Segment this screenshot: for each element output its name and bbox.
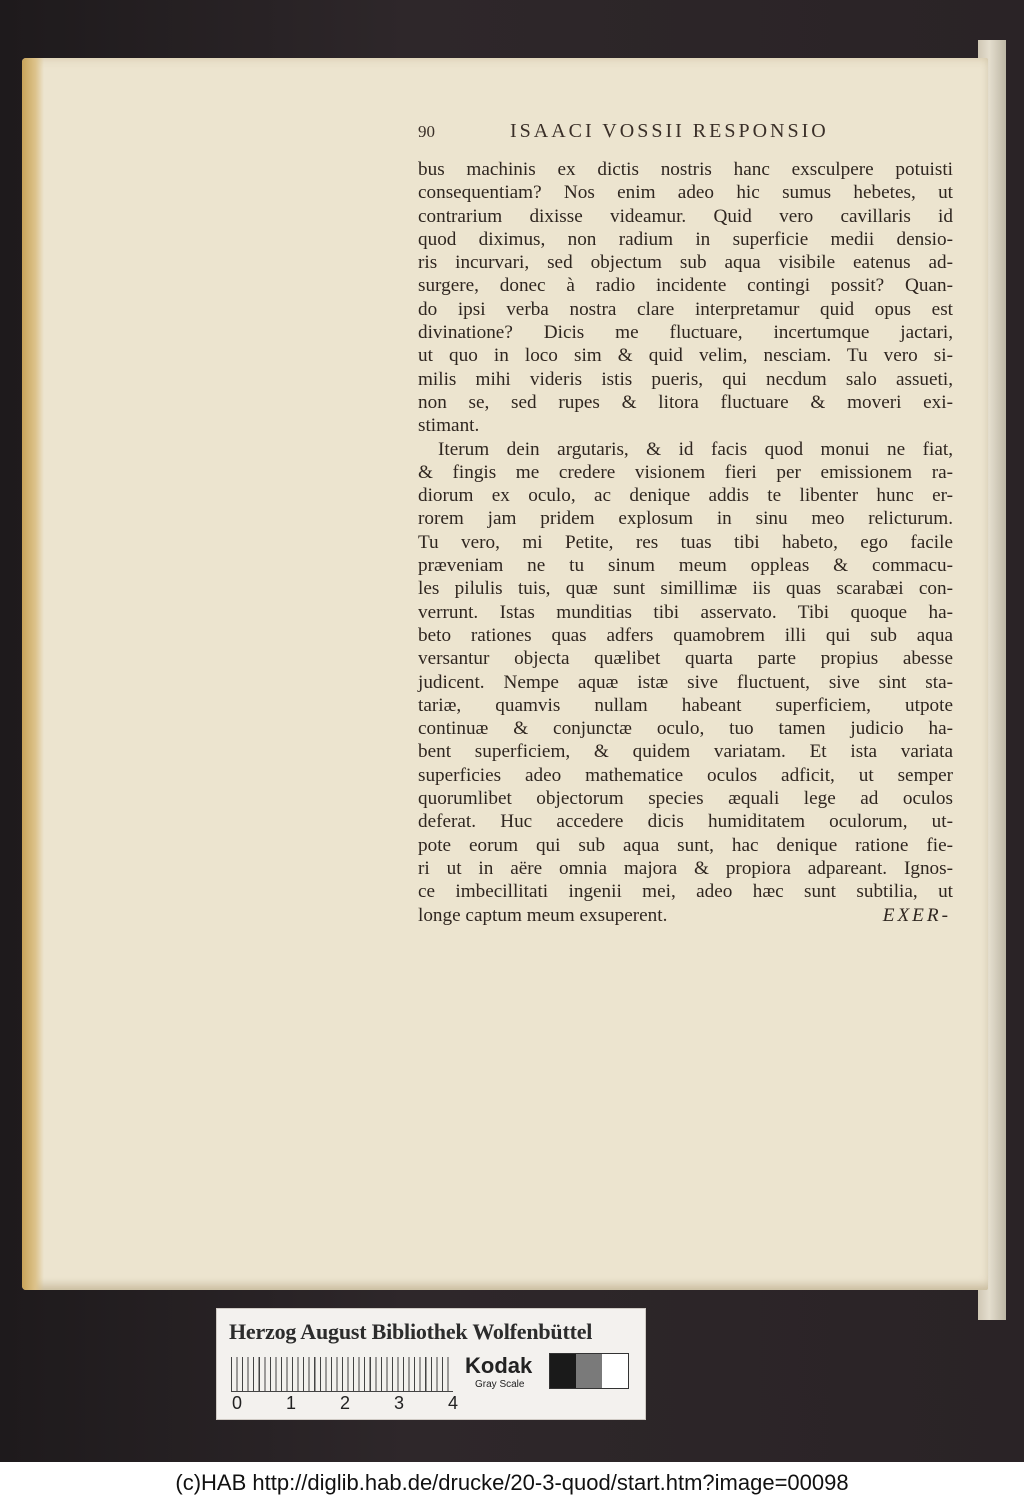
text-line: pote eorum qui sub aqua sunt, hac denique ratione fie- xyxy=(418,834,953,856)
catchword: EXER- xyxy=(882,904,951,926)
text-line: milis mihi videris istis pueris, qui necdum salo assueti, xyxy=(418,368,953,390)
page-gutter-shade xyxy=(22,58,44,1290)
text-line: do ipsi verba nostra clare interpretamur quid opus est xyxy=(418,298,953,320)
text-line: quorumlibet objectorum species æquali lege ad oculos xyxy=(418,788,953,810)
text-line: judicent. Nempe aquæ istæ sive fluctuent, sive sint sta- xyxy=(418,671,953,693)
ruler-baseline xyxy=(231,1391,453,1392)
library-label-card xyxy=(216,1308,646,1420)
page-header xyxy=(418,120,953,148)
text-line: bus machinis ex dictis nostris hanc exsculpere potuisti xyxy=(418,159,953,180)
measurement-ruler xyxy=(231,1357,453,1391)
ruler-number: 1 xyxy=(285,1393,296,1413)
ruler-number: 2 xyxy=(339,1393,350,1413)
ruler-number: 0 xyxy=(231,1393,242,1413)
page-number: 90 xyxy=(418,122,435,141)
text-line: ce imbecillitati ingenii mei, adeo hæc sunt subtilia, ut xyxy=(418,881,953,903)
text-line: ris incurvari, sed objectum sub aqua visibile eatenus ad- xyxy=(418,252,953,274)
text-line: superficies adeo mathematice oculos adficit, ut semper xyxy=(418,764,953,786)
text-line: ri ut in aëre omnia majora & propiora adpareant. Ignos- xyxy=(418,857,953,879)
text-line: les pilulis tuis, quæ sunt simillimæ iis quas scarabæi con- xyxy=(418,578,953,600)
text-line: surgere, donec à radio incidente contingi possit? Quan- xyxy=(418,275,953,297)
text-line: longe captum meum exsuperent. xyxy=(418,904,668,926)
library-title: Herzog August Bibliothek Wolfenbüttel xyxy=(229,1319,593,1344)
text-line: consequentiam? Nos enim adeo hic sumus hebetes, ut xyxy=(418,182,953,204)
text-line: rorem jam pridem explosum in sinu meo relicturum. xyxy=(418,508,953,530)
text-line: bent superficiem, & quidem variatam. Et ista variata xyxy=(418,741,953,763)
text-line: contrarium dixisse videamur. Quid vero cavillaris id xyxy=(418,205,953,227)
body-text xyxy=(418,158,953,927)
final-line xyxy=(418,904,953,927)
text-line: quod diximus, non radium in superficie medii densio- xyxy=(418,228,953,250)
kodak-gray-scale-label: Gray Scale xyxy=(475,1379,525,1390)
text-line: versantur objecta quælibet quarta parte propius abesse xyxy=(418,648,953,670)
text-line: Tu vero, mi Petite, res tuas tibi habeto, ego facile xyxy=(418,531,953,553)
text-line: divinatione? Dicis me fluctuare, incertumque jactari, xyxy=(418,322,953,344)
text-line: & fingis me credere visionem fieri per emissionem ra- xyxy=(418,461,953,483)
running-head: ISAACI VOSSII RESPONSIO xyxy=(510,120,829,142)
kodak-logo: Kodak xyxy=(465,1353,533,1378)
text-line: beto rationes quas adfers quamobrem illi qui sub aqua xyxy=(418,624,953,646)
text-line: præveniam ne tu sinum meum oppleas & commacu- xyxy=(418,555,953,577)
gray-swatch xyxy=(576,1354,602,1388)
ruler-numbers xyxy=(225,1393,465,1414)
text-line: Iterum dein argutaris, & id facis quod monui ne fiat, xyxy=(438,438,953,460)
text-line: deferat. Huc accedere dicis humiditatem oculorum, ut- xyxy=(418,811,953,833)
text-line: continuæ & conjunctæ oculo, tuo tamen judicio ha- xyxy=(418,718,953,740)
ruler-number: 4 xyxy=(447,1393,458,1413)
gray-swatch xyxy=(550,1354,576,1388)
text-line: verrunt. Istas munditias tibi asservato. Tibi quoque ha- xyxy=(418,601,953,623)
text-line: non se, sed rupes & litora fluctuare & moveri exi- xyxy=(418,391,953,413)
text-line: tariæ, quamvis nullam habeant superficiem, utpote xyxy=(418,694,953,716)
gray-scale-swatches xyxy=(549,1353,629,1389)
text-line: ut quo in loco sim & quid velim, nesciam. Tu vero si- xyxy=(418,345,953,367)
text-line: diorum ex oculo, ac denique addis te libenter hunc er- xyxy=(418,485,953,507)
footer-bar xyxy=(0,1462,1024,1504)
copyright-link[interactable]: (c)HAB http://diglib.hab.de/drucke/20-3-quod/start.htm?image=00098 xyxy=(175,1470,849,1495)
gray-swatch xyxy=(602,1354,628,1388)
ruler-number: 3 xyxy=(393,1393,404,1413)
text-line: stimant. xyxy=(418,415,480,437)
